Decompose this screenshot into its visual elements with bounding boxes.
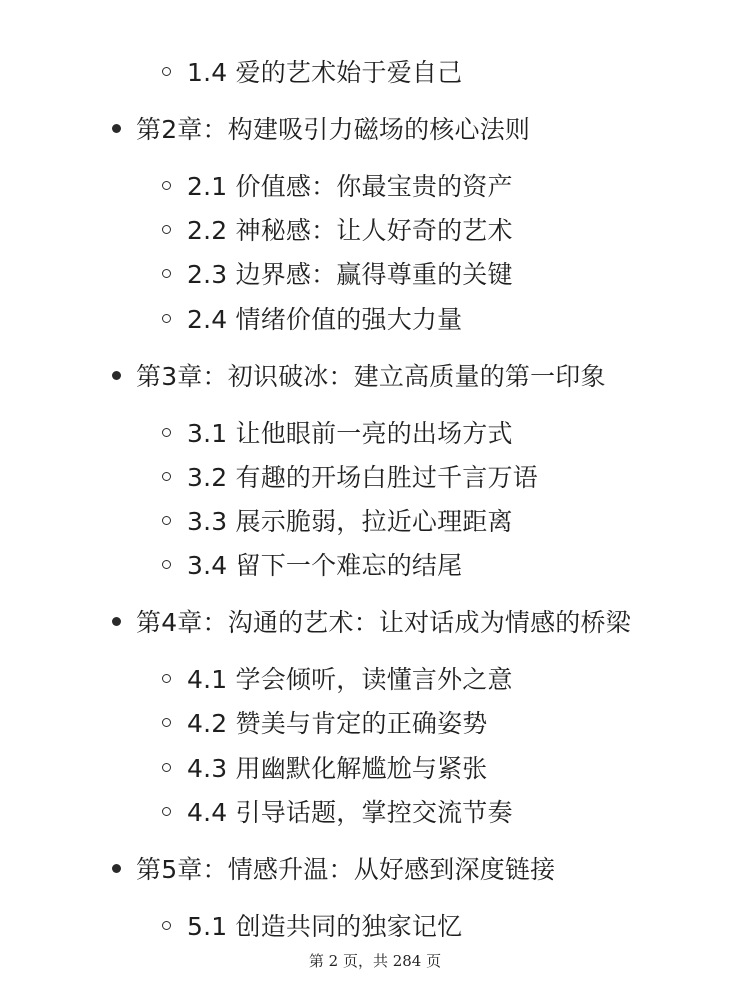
circle-bullet-icon: [162, 560, 171, 569]
toc-entry-label: 4.1 学会倾听，读懂言外之意: [187, 665, 513, 694]
toc-entry-label: 第3章：初识破冰：建立高质量的第一印象: [136, 362, 606, 391]
circle-bullet-icon: [162, 472, 171, 481]
circle-bullet-icon: [162, 269, 171, 278]
toc-entry-label: 3.4 留下一个难忘的结尾: [187, 551, 463, 580]
disc-bullet-icon: [112, 617, 121, 626]
toc-entry-label: 第4章：沟通的艺术：让对话成为情感的桥梁: [136, 608, 631, 637]
toc-entry-label: 3.3 展示脆弱，拉近心理距离: [187, 507, 513, 536]
toc-section-3-3[interactable]: [162, 503, 513, 537]
disc-bullet-icon: [112, 864, 121, 873]
toc-chapter-5[interactable]: [112, 851, 555, 885]
circle-bullet-icon: [162, 921, 171, 930]
disc-bullet-icon: [112, 124, 121, 133]
toc-entry-label: 2.1 价值感：你最宝贵的资产: [187, 172, 513, 201]
circle-bullet-icon: [162, 314, 171, 323]
toc-entry-label: 第2章：构建吸引力磁场的核心法则: [136, 115, 531, 144]
circle-bullet-icon: [162, 718, 171, 727]
circle-bullet-icon: [162, 807, 171, 816]
circle-bullet-icon: [162, 181, 171, 190]
toc-chapter-4[interactable]: [112, 604, 631, 638]
toc-entry-label: 2.3 边界感：赢得尊重的关键: [187, 260, 513, 289]
toc-entry-label: 4.4 引导话题，掌控交流节奏: [187, 798, 513, 827]
toc-section-4-2[interactable]: [162, 705, 488, 739]
circle-bullet-icon: [162, 763, 171, 772]
toc-entry-label: 1.4 爱的艺术始于爱自己: [187, 58, 463, 87]
circle-bullet-icon: [162, 516, 171, 525]
toc-entry-label: 2.2 神秘感：让人好奇的艺术: [187, 216, 513, 245]
toc-section-3-1[interactable]: [162, 415, 513, 449]
toc-section-2-4[interactable]: [162, 301, 462, 335]
toc-chapter-3[interactable]: [112, 358, 606, 392]
toc-section-4-4[interactable]: [162, 794, 513, 828]
circle-bullet-icon: [162, 225, 171, 234]
toc-section-3-4[interactable]: [162, 547, 462, 581]
toc-entry-label: 4.3 用幽默化解尴尬与紧张: [187, 754, 488, 783]
toc-section-2-3[interactable]: [162, 256, 513, 290]
toc-entry-label: 3.1 让他眼前一亮的出场方式: [187, 419, 513, 448]
circle-bullet-icon: [162, 67, 171, 76]
toc-entry-label: 2.4 情绪价值的强大力量: [187, 305, 463, 334]
toc-section-4-1[interactable]: [162, 661, 513, 695]
toc-section-1-4[interactable]: [162, 54, 462, 88]
circle-bullet-icon: [162, 428, 171, 437]
page-number-footer: 第 2 页，共 284 页: [308, 952, 442, 970]
toc-section-2-2[interactable]: [162, 212, 513, 246]
toc-section-2-1[interactable]: [162, 168, 513, 202]
toc-section-3-2[interactable]: [162, 459, 538, 493]
toc-chapter-2[interactable]: [112, 111, 530, 145]
disc-bullet-icon: [112, 371, 121, 380]
toc-entry-label: 4.2 赞美与肯定的正确姿势: [187, 709, 488, 738]
toc-section-5-1[interactable]: [162, 908, 462, 942]
circle-bullet-icon: [162, 674, 171, 683]
toc-entry-label: 5.1 创造共同的独家记忆: [187, 912, 463, 941]
toc-section-4-3[interactable]: [162, 750, 488, 784]
toc-entry-label: 第5章：情感升温：从好感到深度链接: [136, 855, 556, 884]
toc-entry-label: 3.2 有趣的开场白胜过千言万语: [187, 463, 538, 492]
